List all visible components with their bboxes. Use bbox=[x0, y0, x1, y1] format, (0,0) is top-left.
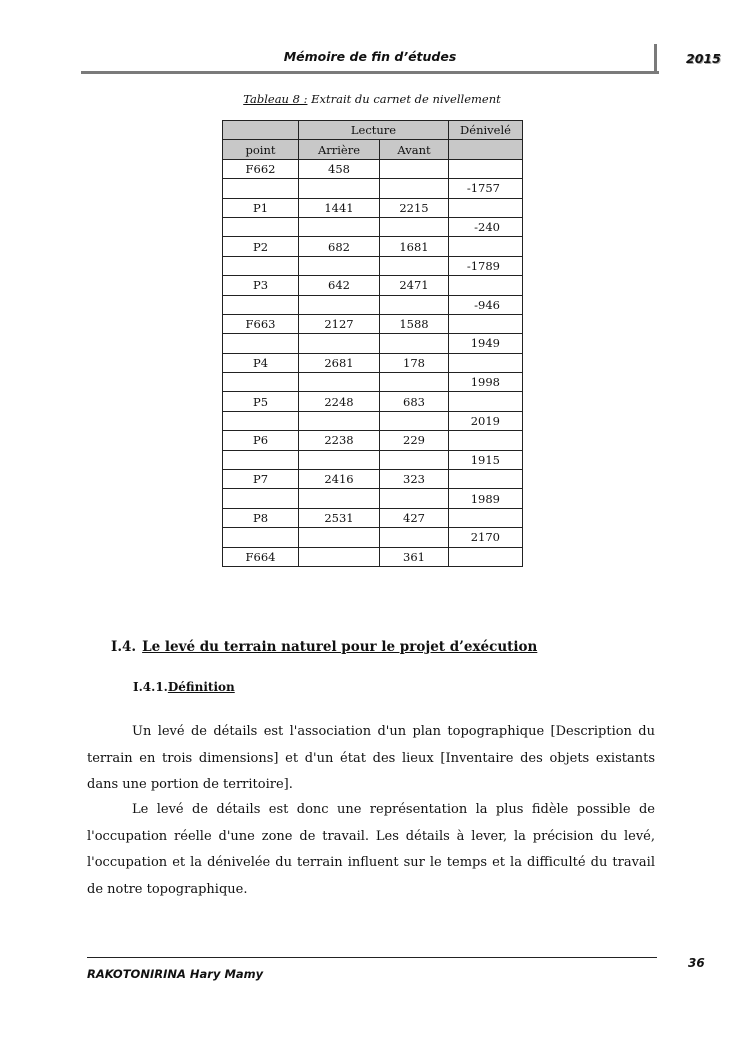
table-row bbox=[223, 373, 523, 392]
denivele-cell bbox=[449, 314, 523, 333]
table-row bbox=[223, 314, 523, 333]
point-cell: P7 bbox=[223, 470, 299, 489]
table-row bbox=[223, 295, 523, 314]
table-row bbox=[223, 392, 523, 411]
denivele-cell bbox=[449, 198, 523, 217]
point-cell: P3 bbox=[223, 276, 299, 295]
point-cell bbox=[223, 528, 299, 547]
arriere-cell bbox=[299, 450, 380, 469]
avant-cell bbox=[380, 295, 449, 314]
avant-cell: 2215 bbox=[380, 198, 449, 217]
point-cell: P8 bbox=[223, 508, 299, 527]
avant-cell: 361 bbox=[380, 547, 449, 566]
avant-cell: 427 bbox=[380, 508, 449, 527]
header-denivele-empty bbox=[449, 140, 523, 159]
header-year: 2015 bbox=[686, 51, 721, 66]
caption-label: Tableau 8 : bbox=[243, 92, 308, 106]
point-cell: P6 bbox=[223, 431, 299, 450]
avant-cell: 229 bbox=[380, 431, 449, 450]
table-caption bbox=[222, 92, 522, 106]
avant-cell bbox=[380, 159, 449, 178]
point-cell bbox=[223, 373, 299, 392]
table-row bbox=[223, 450, 523, 469]
denivele-cell: 1998 bbox=[449, 373, 523, 392]
header-arriere: Arrière bbox=[299, 140, 380, 159]
section-title-text: Le levé du terrain naturel pour le projet d’exécution bbox=[142, 639, 538, 655]
denivele-cell: -946 bbox=[449, 295, 523, 314]
arriere-cell bbox=[299, 179, 380, 198]
section-title bbox=[111, 639, 537, 655]
arriere-cell: 2248 bbox=[299, 392, 380, 411]
table-row bbox=[223, 508, 523, 527]
arriere-cell bbox=[299, 373, 380, 392]
table-row bbox=[223, 237, 523, 256]
point-cell: P2 bbox=[223, 237, 299, 256]
table-row bbox=[223, 489, 523, 508]
point-cell bbox=[223, 450, 299, 469]
point-cell bbox=[223, 334, 299, 353]
table-header-row-top bbox=[223, 121, 523, 140]
avant-cell: 178 bbox=[380, 353, 449, 372]
avant-cell: 323 bbox=[380, 470, 449, 489]
table-row bbox=[223, 470, 523, 489]
avant-cell bbox=[380, 450, 449, 469]
denivele-cell bbox=[449, 431, 523, 450]
arriere-cell: 2531 bbox=[299, 508, 380, 527]
avant-cell bbox=[380, 334, 449, 353]
avant-cell bbox=[380, 217, 449, 236]
avant-cell bbox=[380, 528, 449, 547]
arriere-cell: 458 bbox=[299, 159, 380, 178]
table-row bbox=[223, 217, 523, 236]
point-cell bbox=[223, 256, 299, 275]
denivele-cell: -1789 bbox=[449, 256, 523, 275]
footer-author: RAKOTONIRINA Hary Mamy bbox=[87, 967, 264, 981]
point-cell: F662 bbox=[223, 159, 299, 178]
point-cell bbox=[223, 179, 299, 198]
caption-text: Extrait du carnet de nivellement bbox=[307, 92, 501, 106]
avant-cell bbox=[380, 373, 449, 392]
avant-cell: 1588 bbox=[380, 314, 449, 333]
denivele-cell: 1949 bbox=[449, 334, 523, 353]
arriere-cell: 1441 bbox=[299, 198, 380, 217]
header-point: point bbox=[223, 140, 299, 159]
avant-cell bbox=[380, 411, 449, 430]
table-header-row-sub bbox=[223, 140, 523, 159]
leveling-table bbox=[222, 120, 523, 567]
arriere-cell bbox=[299, 295, 380, 314]
arriere-cell: 2238 bbox=[299, 431, 380, 450]
footer-rule bbox=[87, 957, 657, 958]
point-cell bbox=[223, 217, 299, 236]
denivele-cell bbox=[449, 547, 523, 566]
table-row bbox=[223, 411, 523, 430]
point-cell bbox=[223, 295, 299, 314]
header-vertical-bar bbox=[654, 44, 657, 74]
table-row bbox=[223, 256, 523, 275]
avant-cell bbox=[380, 256, 449, 275]
avant-cell: 1681 bbox=[380, 237, 449, 256]
subsection-title bbox=[133, 680, 235, 694]
table-row bbox=[223, 179, 523, 198]
point-cell: F663 bbox=[223, 314, 299, 333]
arriere-cell bbox=[299, 217, 380, 236]
header-avant: Avant bbox=[380, 140, 449, 159]
table-row bbox=[223, 547, 523, 566]
arriere-cell bbox=[299, 334, 380, 353]
denivele-cell bbox=[449, 392, 523, 411]
table-row bbox=[223, 276, 523, 295]
avant-cell: 2471 bbox=[380, 276, 449, 295]
arriere-cell: 2681 bbox=[299, 353, 380, 372]
table-row bbox=[223, 198, 523, 217]
arriere-cell: 642 bbox=[299, 276, 380, 295]
header-title: Mémoire de fin d’études bbox=[283, 49, 457, 64]
point-cell: F664 bbox=[223, 547, 299, 566]
table-row bbox=[223, 528, 523, 547]
denivele-cell bbox=[449, 276, 523, 295]
denivele-cell: -240 bbox=[449, 217, 523, 236]
denivele-cell: 1915 bbox=[449, 450, 523, 469]
denivele-cell bbox=[449, 159, 523, 178]
arriere-cell: 682 bbox=[299, 237, 380, 256]
denivele-cell: -1757 bbox=[449, 179, 523, 198]
point-cell: P5 bbox=[223, 392, 299, 411]
denivele-cell: 2019 bbox=[449, 411, 523, 430]
header-rule bbox=[81, 71, 659, 74]
subsection-number: I.4.1. bbox=[133, 680, 168, 694]
arriere-cell bbox=[299, 256, 380, 275]
arriere-cell: 2416 bbox=[299, 470, 380, 489]
denivele-cell bbox=[449, 237, 523, 256]
section-number: I.4. bbox=[111, 639, 137, 655]
header-lecture: Lecture bbox=[299, 121, 449, 140]
denivele-cell: 2170 bbox=[449, 528, 523, 547]
arriere-cell bbox=[299, 411, 380, 430]
table-row bbox=[223, 334, 523, 353]
denivele-cell bbox=[449, 508, 523, 527]
denivele-cell: 1989 bbox=[449, 489, 523, 508]
avant-cell: 683 bbox=[380, 392, 449, 411]
subsection-title-text: Définition bbox=[167, 680, 235, 694]
denivele-cell bbox=[449, 353, 523, 372]
point-cell bbox=[223, 411, 299, 430]
arriere-cell bbox=[299, 489, 380, 508]
arriere-cell: 2127 bbox=[299, 314, 380, 333]
avant-cell bbox=[380, 489, 449, 508]
table-row bbox=[223, 431, 523, 450]
point-cell: P4 bbox=[223, 353, 299, 372]
paragraph-1: Un levé de détails est l'association d'un plan topographique [Description du terrain en trois dimensions] et d'un état des lieux [Inventaire des objets existants dans une portion de territoire]. bbox=[87, 724, 655, 792]
denivele-cell bbox=[449, 470, 523, 489]
header-denivele: Dénivelé bbox=[449, 121, 523, 140]
arriere-cell bbox=[299, 547, 380, 566]
avant-cell bbox=[380, 179, 449, 198]
point-cell: P1 bbox=[223, 198, 299, 217]
table-row bbox=[223, 353, 523, 372]
paragraph-2: Le levé de détails est donc une représentation la plus fidèle possible de l'occupation réelle d'une zone de travail. Les détails à lever, la précision du levé, l'occupation et la dénivelée du terrain influent sur le temps et la difficulté du travail de notre topographique. bbox=[87, 802, 655, 897]
point-cell bbox=[223, 489, 299, 508]
page-number: 36 bbox=[688, 956, 705, 970]
table-row bbox=[223, 159, 523, 178]
header-empty-cell bbox=[223, 121, 299, 140]
arriere-cell bbox=[299, 528, 380, 547]
